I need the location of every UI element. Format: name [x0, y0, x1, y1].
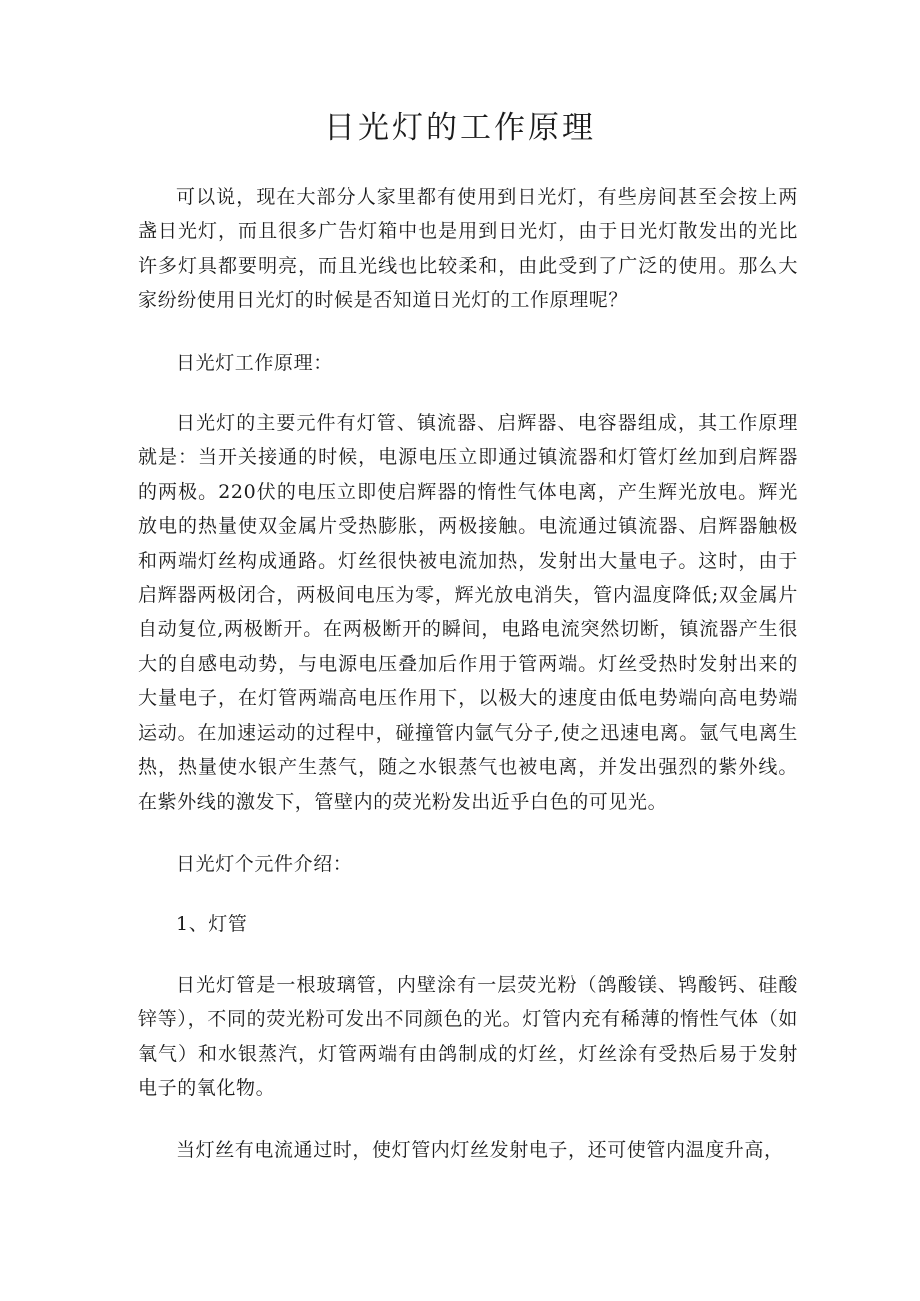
- section-heading-principle: 日光灯工作原理：: [176, 351, 333, 374]
- filament-paragraph: 当灯丝有电流通过时，使灯管内灯丝发射电子，还可使管内温度升高，: [176, 1139, 784, 1162]
- principle-paragraph: 日光灯的主要元件有灯管、镇流器、启辉器、电容器组成，其工作原理就是：当开关接通的时候，电源电压立即通过镇流器和灯管灯丝加到启辉器的两极。220伏的电压立即使启辉器的惰性气体电离，产生辉光放电。辉光放电的热量使双金属片受热膨胀，两极接触。电流通过镇流器、启辉器触极和两端灯丝构成通路。灯丝很快被电流加热，发射出大量电子。这时，由于启辉器两极闭合，两极间电压为零，辉光放电消失，管内温度降低;双金属片自动复位,两极断开。在两极断开的瞬间，电路电流突然切断，镇流器产生很大的自感电动势，与电源电压叠加后作用于管两端。灯丝受热时发射出来的大量电子，在灯管两端高电压作用下，以极大的速度由低电势端向高电势端运动。在加速运动的过程中，碰撞管内氩气分子,使之迅速电离。氩气电离生热，热量使水银产生蒸气，随之水银蒸气也被电离，并发出强烈的紫外线。在紫外线的激发下，管壁内的荧光粉发出近乎白色的可见光。: [138, 412, 798, 813]
- intro-paragraph: 可以说，现在大部分人家里都有使用到日光灯，有些房间甚至会按上两盏日光灯，而且很多广告灯箱中也是用到日光灯，由于日光灯散发出的光比许多灯具都要明亮，而且光线也比较柔和，由此受到了广泛的使用。那么大家纷纷使用日光灯的时候是否知道日光灯的工作原理呢？: [138, 186, 798, 312]
- subheading-tube: 1、灯管: [176, 913, 248, 936]
- tube-paragraph: 日光灯管是一根玻璃管，内壁涂有一层荧光粉（鸽酸镁、鸨酸钙、硅酸锌等），不同的荧光粉可发出不同颜色的光。灯管内充有稀薄的惰性气体（如氧气）和水银蒸汽，灯管两端有由鸽制成的灯丝，灯丝涂有受热后易于发射电子的氧化物。: [138, 973, 798, 1099]
- section-heading-components: 日光灯个元件介绍：: [176, 852, 353, 875]
- document-title: 日光灯的工作原理: [324, 110, 596, 146]
- document-body: [138, 180, 798, 1168]
